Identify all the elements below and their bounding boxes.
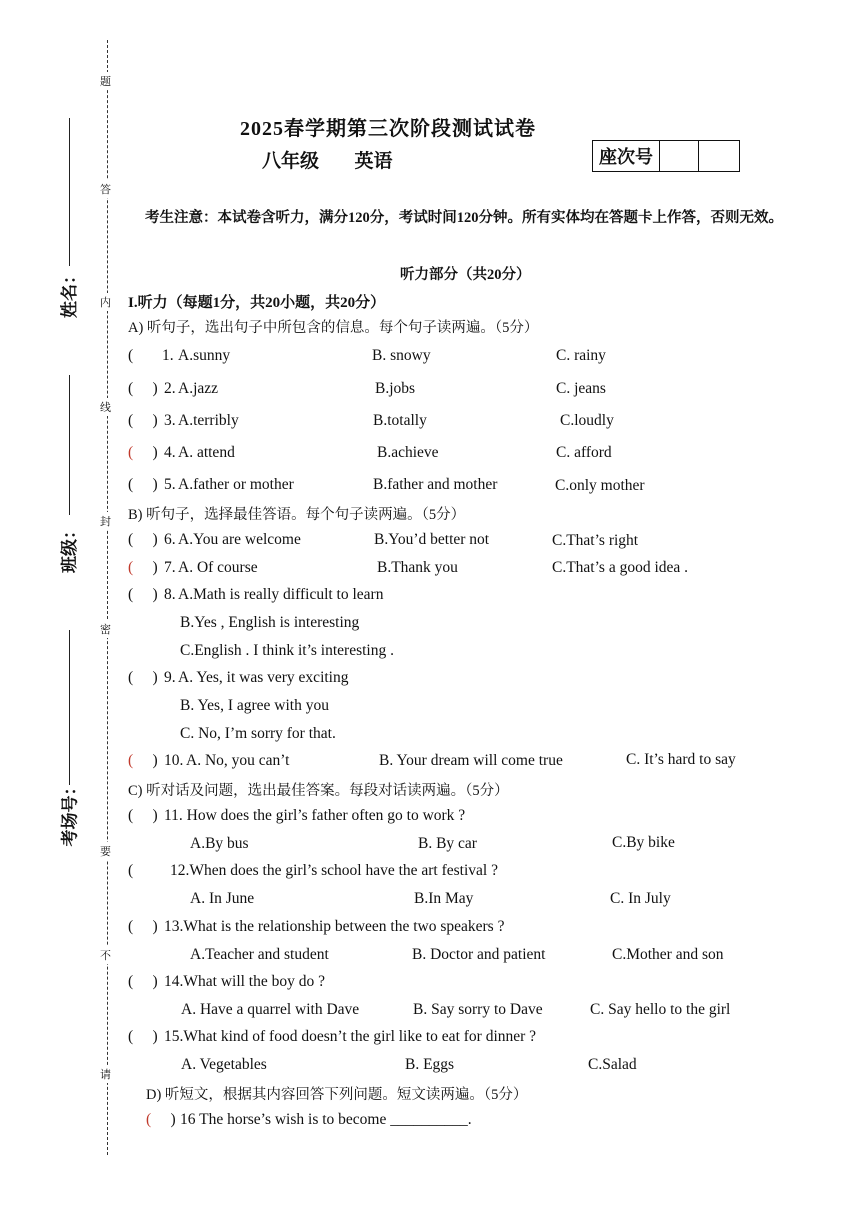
option-b: B.You’d better not xyxy=(374,531,490,548)
option-c: C. afford xyxy=(556,444,612,461)
option-c: C. It’s hard to say xyxy=(626,751,736,768)
grade: 八年级 xyxy=(262,151,320,172)
option-b: B. Your dream will come true xyxy=(379,752,563,769)
answer-blank[interactable]: ( ) xyxy=(128,1028,158,1045)
subject: 英语 xyxy=(354,151,393,172)
question-number: 3. xyxy=(164,412,176,429)
answer-blank[interactable]: ( ) xyxy=(128,476,158,493)
option-b: B. Doctor and patient xyxy=(412,946,546,963)
option-b: B.jobs xyxy=(375,380,416,397)
answer-blank[interactable]: ( ) xyxy=(128,669,158,686)
option-a: A.You are welcome xyxy=(178,531,301,548)
name-fill-line xyxy=(69,118,70,266)
question-number: 7. xyxy=(164,559,176,576)
answer-blank[interactable]: ( ) xyxy=(128,807,158,824)
question-text: 13.What is the relationship between the two speakers ? xyxy=(164,918,505,935)
option-a: A.Teacher and student xyxy=(190,946,329,963)
option-c: C.That’s right xyxy=(552,532,639,549)
option-b: B.father and mother xyxy=(373,476,498,493)
option-c: C.Mother and son xyxy=(612,946,724,963)
option-a: A.sunny xyxy=(178,347,231,364)
section-title: 听力部分（共20分） xyxy=(400,267,531,283)
partC-instruction: C) 听对话及问题，选出最佳答案。每段对话读两遍。（5分） xyxy=(128,783,509,799)
grade-subject xyxy=(262,146,393,173)
option-a: A.By bus xyxy=(190,835,249,852)
option-c: C. Say hello to the girl xyxy=(590,1001,731,1018)
seal-char: 题 xyxy=(100,72,111,90)
answer-blank[interactable]: ( ) xyxy=(146,1111,176,1128)
exam-title: 2025春学期第三次阶段测试试卷 xyxy=(240,118,536,140)
option-b: B.Yes , English is interesting xyxy=(180,614,360,631)
option-a: A. attend xyxy=(178,444,235,461)
partA-instruction: A) 听句子，选出句子中所包含的信息。每个句子读两遍。（5分） xyxy=(128,320,539,336)
option-b: B. Eggs xyxy=(405,1056,455,1073)
answer-blank[interactable]: ( ) xyxy=(128,380,158,397)
notice: 考生注意：本试卷含听力，满分120分，考试时间120分钟。所有实体均在答题卡上作答，否则无效。 xyxy=(145,210,783,226)
question-number: 5. xyxy=(164,476,176,493)
option-b: B. Say sorry to Dave xyxy=(413,1001,543,1018)
seat-label: 座次号 xyxy=(593,141,660,171)
question-number: 9. xyxy=(164,669,176,686)
answer-blank[interactable]: ( ) xyxy=(128,444,158,461)
seal-char: 答 xyxy=(100,180,111,198)
answer-blank[interactable]: ( ) xyxy=(128,973,158,990)
option-a: A.Math is really difficult to learn xyxy=(178,586,384,603)
question-number: 1. xyxy=(162,347,174,364)
answer-blank[interactable]: ( ) xyxy=(128,412,158,429)
question-text: 15.What kind of food doesn’t the girl like to eat for dinner ? xyxy=(164,1028,537,1045)
answer-blank[interactable]: ( xyxy=(128,347,134,364)
seat-cell[interactable] xyxy=(660,141,699,171)
seal-char: 线 xyxy=(100,398,111,416)
option-a: A. Of course xyxy=(178,559,258,576)
class-fill-line xyxy=(69,375,70,515)
option-a: A. No, you can’t xyxy=(186,752,290,769)
question-text: 12.When does the girl’s school have the art festival ? xyxy=(170,862,498,879)
name-label: 姓名： xyxy=(60,267,79,318)
option-b: B.In May xyxy=(414,890,474,907)
question-number: 2. xyxy=(164,380,176,397)
partB-instruction: B) 听句子，选择最佳答语。每个句子读两遍。（5分） xyxy=(128,507,466,523)
question-number: 4. xyxy=(164,444,176,461)
option-a: A.jazz xyxy=(178,380,219,397)
answer-blank[interactable]: ( ) xyxy=(128,918,158,935)
answer-blank[interactable]: ( ) xyxy=(128,752,158,769)
seal-char: 封 xyxy=(100,512,111,530)
seat-number-box xyxy=(592,140,740,172)
seal-char: 内 xyxy=(100,293,111,311)
seat-cell[interactable] xyxy=(699,141,739,171)
answer-blank[interactable]: ( xyxy=(128,862,134,879)
question-number: 8. xyxy=(164,586,176,603)
option-c: C.English . I think it’s interesting . xyxy=(180,642,394,659)
option-a: A. Have a quarrel with Dave xyxy=(181,1001,360,1018)
option-c: C. rainy xyxy=(556,347,606,364)
answer-blank[interactable]: ( ) xyxy=(128,531,158,548)
option-c: C.That’s a good idea . xyxy=(552,559,689,576)
seal-char: 密 xyxy=(100,620,111,638)
seal-char: 要 xyxy=(100,842,111,860)
option-b: B.achieve xyxy=(377,444,439,461)
option-c: C. No, I’m sorry for that. xyxy=(180,725,336,742)
option-c: C.By bike xyxy=(612,834,675,851)
option-a: A.father or mother xyxy=(178,476,294,493)
option-c: C.Salad xyxy=(588,1056,637,1073)
option-c: C.loudly xyxy=(560,412,614,429)
option-c: C.only mother xyxy=(555,477,645,494)
option-c: C. jeans xyxy=(556,380,606,397)
option-a: A.terribly xyxy=(178,412,239,429)
option-b: B.Thank you xyxy=(377,559,458,576)
seal-char: 不 xyxy=(100,946,111,964)
part1-title: I.听力（每题1分，共20小题，共20分） xyxy=(128,295,386,311)
room-fill-line xyxy=(69,630,70,785)
partD-instruction: D) 听短文，根据其内容回答下列问题。短文读两遍。（5分） xyxy=(146,1087,528,1103)
binding-dashed-line xyxy=(107,40,108,1155)
question-number: 10. xyxy=(164,752,184,769)
option-b: B. snowy xyxy=(372,347,431,364)
class-label: 班级： xyxy=(60,522,79,573)
room-label: 考场号： xyxy=(60,778,80,847)
option-a: A. Vegetables xyxy=(181,1056,267,1073)
option-a: A. In June xyxy=(190,890,255,907)
question-text: 14.What will the boy do ? xyxy=(164,973,325,990)
option-b: B. By car xyxy=(418,835,477,852)
question-number: 6. xyxy=(164,531,176,548)
option-b: B. Yes, I agree with you xyxy=(180,697,329,714)
answer-blank[interactable]: ( ) xyxy=(128,559,158,576)
option-c: C. In July xyxy=(610,890,671,907)
question-text: 16 The horse’s wish is to become __________. xyxy=(180,1111,472,1128)
seal-char: 请 xyxy=(100,1065,111,1083)
option-b: B.totally xyxy=(373,412,427,429)
answer-blank[interactable]: ( ) xyxy=(128,586,158,603)
question-text: 11. How does the girl’s father often go to work ? xyxy=(164,807,466,824)
option-a: A. Yes, it was very exciting xyxy=(178,669,349,686)
